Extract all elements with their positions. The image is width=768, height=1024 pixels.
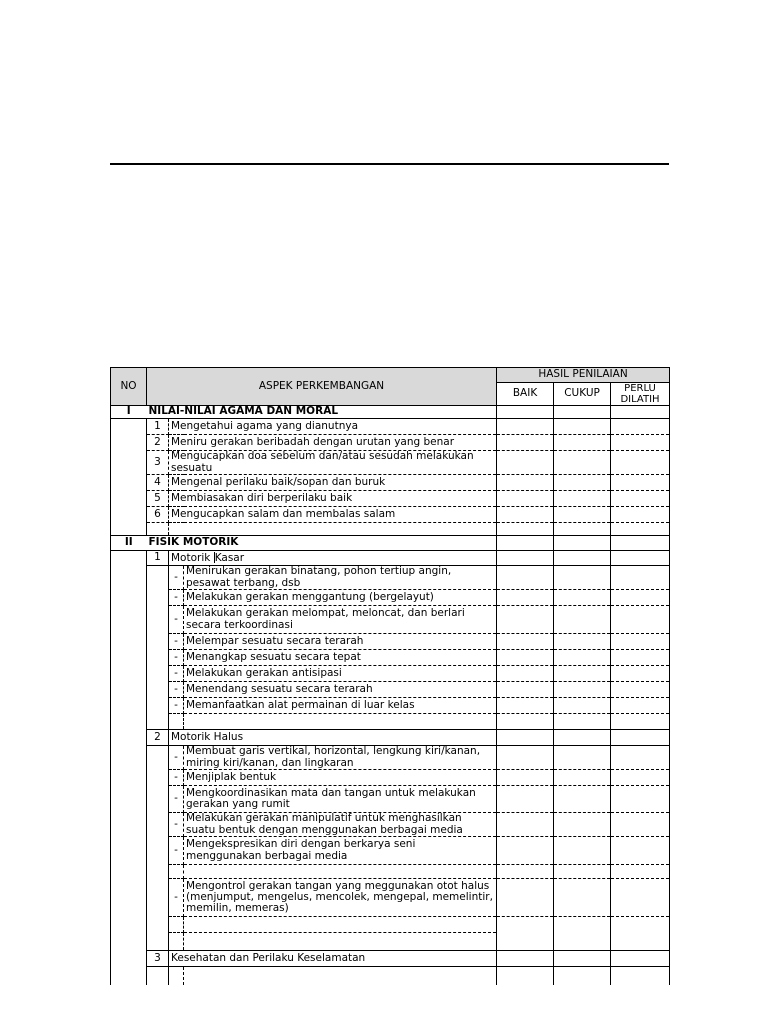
blank-cell (169, 523, 497, 536)
item-number: 2 (147, 435, 169, 451)
no-spacer (111, 730, 147, 746)
sub-spacer (147, 917, 169, 933)
blank-cell (169, 967, 184, 985)
grade-cell-perlu (611, 634, 670, 650)
item-text: Melakukan gerakan melompat, meloncat, dan berlari secara terkoordinasi (184, 606, 497, 634)
grade-cell-perlu (611, 491, 670, 507)
no-spacer (111, 714, 147, 730)
grade-cell-baik (497, 786, 554, 813)
grade-cell-baik (497, 917, 554, 933)
grade-cell-cukup (554, 523, 611, 536)
no-spacer (111, 746, 147, 770)
grade-cell-perlu (611, 666, 670, 682)
grade-cell-perlu (611, 682, 670, 698)
grade-cell-perlu (611, 951, 670, 967)
bullet-dash: - (169, 682, 184, 698)
bullet-dash: - (169, 813, 184, 837)
list-item (111, 435, 670, 451)
grade-cell-baik (497, 507, 554, 523)
subsection-number: 3 (147, 951, 169, 967)
grade-cell-cukup (554, 650, 611, 666)
grade-cell-cukup (554, 507, 611, 523)
grade-cell-cukup (554, 419, 611, 435)
grade-cell-baik (497, 813, 554, 837)
grade-cell-perlu (611, 917, 670, 933)
bullet-dash: - (169, 786, 184, 813)
sub-spacer (147, 606, 169, 634)
list-item (111, 698, 670, 714)
no-spacer (111, 951, 147, 967)
grade-cell-cukup (554, 786, 611, 813)
item-text: Mengucapkan salam dan membalas salam (169, 507, 497, 523)
bullet-dash: - (169, 770, 184, 786)
grade-cell-baik (497, 879, 554, 917)
section-title-row (111, 406, 670, 419)
item-number: 4 (147, 475, 169, 491)
grade-cell-baik (497, 714, 554, 730)
sub-spacer (147, 837, 169, 865)
no-spacer (111, 551, 147, 566)
sub-spacer (147, 770, 169, 786)
grade-cell-cukup (554, 933, 611, 951)
sub-spacer (147, 590, 169, 606)
bullet-dash: - (169, 837, 184, 865)
item-text: Memanfaatkan alat permainan di luar kelas (184, 698, 497, 714)
grade-cell-cukup (554, 837, 611, 865)
item-number: 3 (147, 451, 169, 475)
item-text: Mengkoordinasikan mata dan tangan untuk melakukan gerakan yang rumit (184, 786, 497, 813)
grade-cell-perlu (611, 419, 670, 435)
list-item (111, 786, 670, 813)
grade-cell-baik (497, 951, 554, 967)
no-spacer (111, 419, 147, 435)
grade-cell-cukup (554, 566, 611, 590)
grade-cell-cukup (554, 865, 611, 879)
subsection-title: Motorik Halus (169, 730, 497, 746)
sub-spacer (147, 566, 169, 590)
blank-cell (184, 967, 497, 985)
grade-cell-cukup (554, 730, 611, 746)
bullet-dash: - (169, 606, 184, 634)
grade-cell-perlu (611, 451, 670, 475)
subsection-number: 1 (147, 551, 169, 566)
blank-cell (184, 933, 497, 951)
sub-spacer (147, 698, 169, 714)
grade-cell-perlu (611, 714, 670, 730)
item-text: Mengucapkan doa sebelum dan/atau sesudah melakukan sesuatu (169, 451, 497, 475)
grade-cell-cukup (554, 951, 611, 967)
bullet-dash: - (169, 650, 184, 666)
grade-cell-perlu (611, 933, 670, 951)
no-spacer (111, 682, 147, 698)
grade-cell-cukup (554, 406, 611, 419)
grade-cell-cukup (554, 682, 611, 698)
grade-cell-baik (497, 475, 554, 491)
bullet-dash: - (169, 698, 184, 714)
bullet-dash: - (169, 566, 184, 590)
item-number: 5 (147, 491, 169, 507)
header-cukup: CUKUP (554, 383, 611, 406)
grade-cell-baik (497, 933, 554, 951)
no-spacer (111, 837, 147, 865)
item-text: Melempar sesuatu secara terarah (184, 634, 497, 650)
blank-cell (147, 523, 169, 536)
grade-cell-baik (497, 606, 554, 634)
item-text: Menirukan gerakan binatang, pohon tertiup angin, pesawat terbang, dsb (184, 566, 497, 590)
sub-spacer (147, 967, 169, 985)
grade-cell-baik (497, 419, 554, 435)
list-item (111, 770, 670, 786)
item-text: Menangkap sesuatu secara tepat (184, 650, 497, 666)
list-item (111, 606, 670, 634)
grade-cell-cukup (554, 698, 611, 714)
grade-cell-perlu (611, 730, 670, 746)
bullet-dash: - (169, 879, 184, 917)
grade-cell-baik (497, 634, 554, 650)
table-header-row (111, 368, 670, 383)
header-baik: BAIK (497, 383, 554, 406)
subsection-row (111, 951, 670, 967)
grade-cell-baik (497, 650, 554, 666)
grade-cell-baik (497, 666, 554, 682)
grade-cell-cukup (554, 551, 611, 566)
blank-cell (169, 933, 184, 951)
grade-cell-perlu (611, 566, 670, 590)
no-spacer (111, 813, 147, 837)
item-text: Melakukan gerakan manipulatif untuk menghasilkan suatu bentuk dengan menggunakan berbagai media (184, 813, 497, 837)
subsection-row (111, 730, 670, 746)
header-hasil-penilaian: HASIL PENILAIAN (497, 368, 670, 383)
item-text: Mengontrol gerakan tangan yang meggunakan otot halus (menjumput, mengelus, mencolek, mengepal, memelintir, memilin, memeras) (184, 879, 497, 917)
subsection-number: 2 (147, 730, 169, 746)
blank-cell (169, 714, 184, 730)
no-spacer (111, 491, 147, 507)
grade-cell-perlu (611, 770, 670, 786)
grade-cell-cukup (554, 770, 611, 786)
sub-spacer (147, 714, 169, 730)
header-perlu-line2: DILATIH (620, 394, 660, 405)
list-item (111, 813, 670, 837)
grade-cell-perlu (611, 551, 670, 566)
list-item (111, 507, 670, 523)
subsection-title-part1: Motorik (171, 551, 214, 564)
list-item (111, 879, 670, 917)
grade-cell-cukup (554, 634, 611, 650)
item-text: Melakukan gerakan antisipasi (184, 666, 497, 682)
item-text: Meniru gerakan beribadah dengan urutan yang benar (169, 435, 497, 451)
header-aspek: ASPEK PERKEMBANGAN (147, 368, 497, 406)
grade-cell-perlu (611, 837, 670, 865)
grade-cell-cukup (554, 879, 611, 917)
grade-cell-cukup (554, 666, 611, 682)
grade-cell-cukup (554, 475, 611, 491)
list-item (111, 475, 670, 491)
sub-spacer (147, 682, 169, 698)
grade-cell-perlu (611, 813, 670, 837)
list-item (111, 451, 670, 475)
grade-cell-perlu (611, 435, 670, 451)
grade-cell-baik (497, 837, 554, 865)
blank-cell (184, 917, 497, 933)
subsection-title: Kesehatan dan Perilaku Keselamatan (169, 951, 497, 967)
sub-spacer (147, 879, 169, 917)
item-text: Menjiplak bentuk (184, 770, 497, 786)
grade-cell-cukup (554, 967, 611, 985)
sub-spacer (147, 634, 169, 650)
grade-cell-perlu (611, 650, 670, 666)
grade-cell-perlu (611, 879, 670, 917)
bullet-dash: - (169, 590, 184, 606)
grade-cell-perlu (611, 865, 670, 879)
list-item (111, 491, 670, 507)
list-item (111, 590, 670, 606)
blank-cell (184, 714, 497, 730)
blank-row (111, 933, 670, 951)
grade-cell-cukup (554, 451, 611, 475)
no-spacer (111, 451, 147, 475)
grade-cell-baik (497, 523, 554, 536)
item-text: Menendang sesuatu secara terarah (184, 682, 497, 698)
no-spacer (111, 590, 147, 606)
grade-cell-cukup (554, 714, 611, 730)
sub-spacer (147, 786, 169, 813)
grade-cell-cukup (554, 590, 611, 606)
grade-cell-perlu (611, 523, 670, 536)
bullet-dash: - (169, 634, 184, 650)
no-spacer (111, 967, 147, 985)
section-title: NILAI-NILAI AGAMA DAN MORAL (147, 406, 497, 419)
header-no: NO (111, 368, 147, 406)
list-item (111, 634, 670, 650)
sub-spacer (147, 933, 169, 951)
no-spacer (111, 606, 147, 634)
no-spacer (111, 507, 147, 523)
grade-cell-baik (497, 551, 554, 566)
grade-cell-perlu (611, 606, 670, 634)
item-number: 6 (147, 507, 169, 523)
item-text: Membuat garis vertikal, horizontal, lengkung kiri/kanan, miring kiri/kanan, dan lingkaran (184, 746, 497, 770)
assessment-table (110, 367, 670, 985)
item-text: Melakukan gerakan menggantung (bergelayut) (184, 590, 497, 606)
item-number: 1 (147, 419, 169, 435)
no-spacer (111, 786, 147, 813)
item-text: Mengenal perilaku baik/sopan dan buruk (169, 475, 497, 491)
grade-cell-baik (497, 451, 554, 475)
grade-cell-baik (497, 435, 554, 451)
blank-row (111, 714, 670, 730)
grade-cell-cukup (554, 813, 611, 837)
grade-cell-perlu (611, 967, 670, 985)
sub-spacer (147, 813, 169, 837)
grade-cell-baik (497, 491, 554, 507)
sub-spacer (147, 865, 169, 879)
grade-cell-baik (497, 967, 554, 985)
section-number: II (111, 536, 147, 551)
blank-row (111, 865, 670, 879)
top-horizontal-rule (110, 163, 669, 165)
grade-cell-perlu (611, 475, 670, 491)
subsection-title-part2: Kasar (214, 551, 245, 564)
grade-cell-perlu (611, 507, 670, 523)
no-spacer (111, 698, 147, 714)
no-spacer (111, 666, 147, 682)
grade-cell-baik (497, 536, 554, 551)
no-spacer (111, 879, 147, 917)
list-item (111, 746, 670, 770)
list-item (111, 837, 670, 865)
header-perlu-dilatih (611, 383, 670, 406)
list-item (111, 419, 670, 435)
no-spacer (111, 634, 147, 650)
sub-spacer (147, 746, 169, 770)
grade-cell-perlu (611, 786, 670, 813)
grade-cell-baik (497, 730, 554, 746)
grade-cell-cukup (554, 435, 611, 451)
subsection-row (111, 551, 670, 566)
grade-cell-cukup (554, 536, 611, 551)
no-spacer (111, 566, 147, 590)
section-title-row (111, 536, 670, 551)
grade-cell-baik (497, 590, 554, 606)
grade-cell-perlu (611, 590, 670, 606)
bullet-dash: - (169, 746, 184, 770)
no-spacer (111, 435, 147, 451)
list-item (111, 666, 670, 682)
subsection-title (169, 551, 497, 566)
blank-row (111, 917, 670, 933)
blank-cell (169, 917, 184, 933)
grade-cell-cukup (554, 746, 611, 770)
grade-cell-cukup (554, 917, 611, 933)
no-spacer (111, 865, 147, 879)
no-spacer (111, 523, 147, 536)
grade-cell-cukup (554, 491, 611, 507)
sub-spacer (147, 650, 169, 666)
blank-row (111, 523, 670, 536)
no-spacer (111, 770, 147, 786)
list-item (111, 682, 670, 698)
list-item (111, 566, 670, 590)
grade-cell-perlu (611, 406, 670, 419)
blank-row (111, 967, 670, 985)
grade-cell-cukup (554, 606, 611, 634)
grade-cell-baik (497, 682, 554, 698)
sub-spacer (147, 666, 169, 682)
item-text: Mengetahui agama yang dianutnya (169, 419, 497, 435)
grade-cell-perlu (611, 698, 670, 714)
grade-cell-baik (497, 698, 554, 714)
list-item (111, 650, 670, 666)
no-spacer (111, 917, 147, 933)
item-text: Membiasakan diri berperilaku baik (169, 491, 497, 507)
grade-cell-baik (497, 865, 554, 879)
blank-cell (169, 865, 184, 879)
grade-cell-baik (497, 566, 554, 590)
no-spacer (111, 650, 147, 666)
item-text: Mengekspresikan diri dengan berkarya seni menggunakan berbagai media (184, 837, 497, 865)
bullet-dash: - (169, 666, 184, 682)
section-number: I (111, 406, 147, 419)
grade-cell-baik (497, 770, 554, 786)
grade-cell-perlu (611, 536, 670, 551)
header-perlu-line1: PERLU (624, 383, 656, 394)
grade-cell-perlu (611, 746, 670, 770)
blank-cell (184, 865, 497, 879)
grade-cell-baik (497, 746, 554, 770)
no-spacer (111, 475, 147, 491)
section-title: FISIK MOTORIK (147, 536, 497, 551)
grade-cell-baik (497, 406, 554, 419)
no-spacer (111, 933, 147, 951)
